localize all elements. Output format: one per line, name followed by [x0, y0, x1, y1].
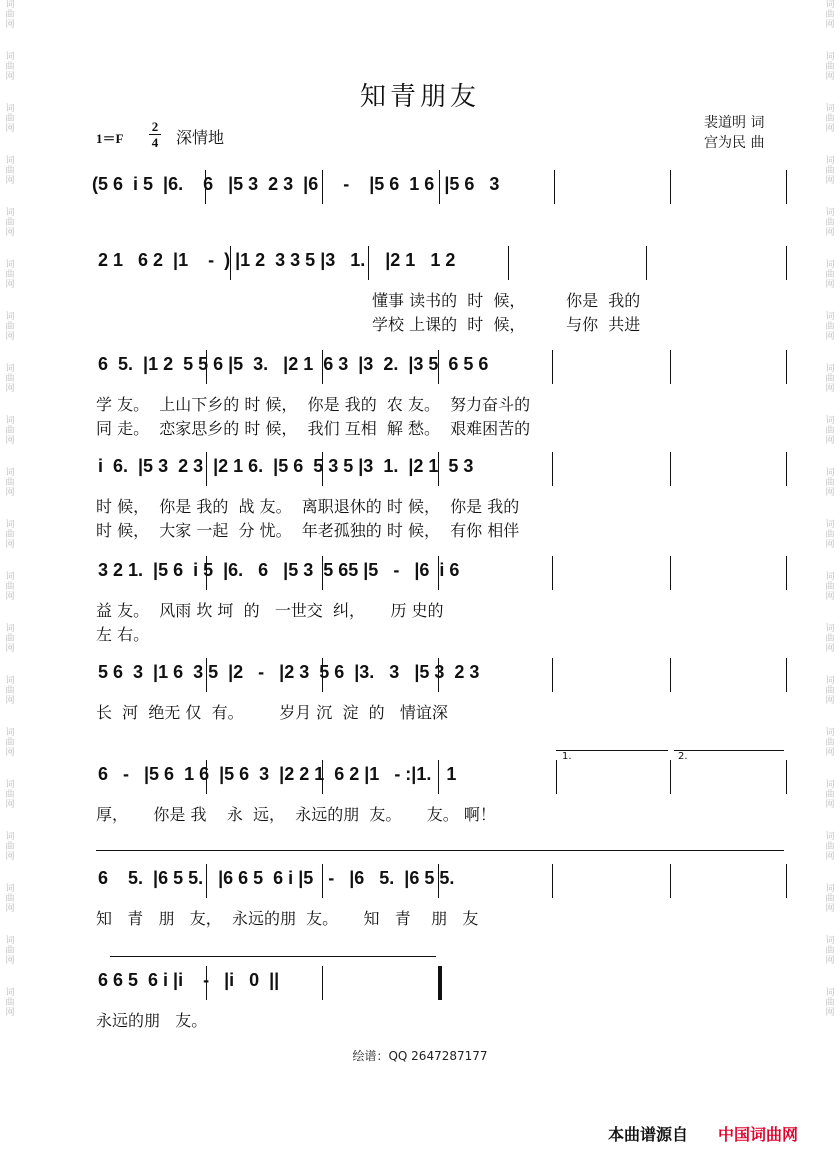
- notation-line: 6 5. |1 2 5 5 6 |5 3. |2 1 6 3 |3 2. |3 5 6 5 6: [98, 354, 489, 374]
- watermark-text: 词曲网: [5, 676, 15, 706]
- composer-credit: 宫为民 曲: [704, 135, 765, 151]
- watermark-text: 词曲网: [5, 208, 15, 238]
- notation-line: 5 6 3 |1 6 3 5 |2 - |2 3 5 6 |3. 3 |5 3 2 3: [98, 662, 480, 682]
- lyric-verse-2: 同 走。 恋家思乡的 时 候， 我们 互相 解 愁。 艰难困苦的: [96, 419, 531, 438]
- time-signature-bottom: 4: [151, 135, 159, 150]
- song-title: 知青朋友: [359, 82, 480, 112]
- lyric-verse-1: 知 青 朋 友， 永远的朋 友。 知 青 朋 友: [96, 909, 479, 928]
- watermark-text: 词曲网: [825, 416, 835, 446]
- lyric-verse-2: 学校 上课的 时 候， 与你 共进: [372, 315, 641, 334]
- watermark-text: 词曲网: [825, 52, 835, 82]
- volta-second: 2.: [678, 751, 688, 762]
- lyric-verse-2: 左 右。: [96, 625, 150, 644]
- lyric-verse-1: 时 候， 你是 我的 战 友。 离职退休的 时 候， 你是 我的: [96, 497, 520, 516]
- watermark-text: 词曲网: [5, 936, 15, 966]
- watermark-text: 词曲网: [5, 572, 15, 602]
- source-site-link[interactable]: 中国词曲网: [718, 1125, 799, 1144]
- divider: [96, 850, 784, 851]
- watermark-text: 词曲网: [5, 728, 15, 758]
- watermark-text: 词曲网: [5, 260, 15, 290]
- watermark-text: 词曲网: [5, 104, 15, 134]
- watermark-text: 词曲网: [825, 780, 835, 810]
- watermark-text: 词曲网: [5, 780, 15, 810]
- watermark-text: 词曲网: [5, 884, 15, 914]
- source-label: 本曲谱源自: [608, 1125, 689, 1144]
- tempo-marking: 深情地: [176, 128, 225, 147]
- watermark-text: 词曲网: [5, 624, 15, 654]
- notation-line: 6 5. |6 5 5. |6 6 5 6 i |5 - |6 5. |6 5 5.: [98, 868, 455, 888]
- notation-line: 2 1 6 2 |1 - ) |1 2 3 3 5 |3 1. |2 1 1 2: [98, 250, 456, 270]
- watermark-text: 词曲网: [825, 468, 835, 498]
- watermark-text: 词曲网: [5, 52, 15, 82]
- time-signature-top: 2: [151, 119, 159, 134]
- watermark-text: 词曲网: [825, 104, 835, 134]
- watermark-text: 词曲网: [825, 260, 835, 290]
- lyric-verse-1: 学 友。 上山下乡的 时 候， 你是 我的 农 友。 努力奋斗的: [96, 395, 531, 414]
- watermark-text: 词曲网: [825, 208, 835, 238]
- notation-line: i 6. |5 3 2 3 |2 1 6. |5 6 5 3 5 |3 1. |2 1 5 3: [98, 456, 474, 476]
- watermark-text: 词曲网: [825, 364, 835, 394]
- watermark-text: 词曲网: [825, 520, 835, 550]
- watermark-text: 词曲网: [825, 312, 835, 342]
- watermark-text: 词曲网: [5, 520, 15, 550]
- watermark-text: 词曲网: [825, 936, 835, 966]
- watermark-text: 词曲网: [825, 988, 835, 1018]
- notation-line: (5 6 i 5 |6. 6 |5 3 2 3 |6 - |5 6 1 6 |5 6 3: [92, 174, 500, 194]
- time-signature: [148, 119, 162, 150]
- watermark-text: 词曲网: [825, 676, 835, 706]
- lyric-verse-1: 厚， 你是 我 永 远， 永远的朋 友。 友。 啊！: [96, 805, 496, 824]
- watermark-text: 词曲网: [825, 0, 835, 30]
- watermark-text: 词曲网: [825, 728, 835, 758]
- watermark-text: 词曲网: [5, 416, 15, 446]
- watermark-text: 词曲网: [5, 468, 15, 498]
- volta-first: 1.: [562, 751, 572, 762]
- watermark-text: 词曲网: [5, 312, 15, 342]
- watermark-text: 词曲网: [825, 156, 835, 186]
- lyric-verse-1: 永远的朋 友。: [96, 1011, 208, 1030]
- watermark-text: 词曲网: [825, 832, 835, 862]
- watermark-text: 词曲网: [5, 832, 15, 862]
- watermark-text: 词曲网: [5, 156, 15, 186]
- watermark-text: 词曲网: [5, 0, 15, 30]
- lyric-verse-2: 时 候， 大家 一起 分 忧。 年老孤独的 时 候， 有你 相伴: [96, 521, 520, 540]
- key-signature: 1＝F: [96, 131, 124, 146]
- lyric-verse-1: 懂事 读书的 时 候， 你是 我的: [372, 291, 641, 310]
- watermark-text: 词曲网: [5, 988, 15, 1018]
- lyric-verse-1: 长 河 绝无 仅 有。 岁月 沉 淀 的 情谊深: [96, 703, 448, 722]
- watermark-text: 词曲网: [825, 884, 835, 914]
- notation-line: 6 - |5 6 1 6 |5 6 3 |2 2 1 6 2 |1 - :|1. 1: [98, 764, 457, 784]
- notation-line: 6 6 5 6 i |i - |i 0 ||: [98, 970, 280, 990]
- watermark-text: 词曲网: [825, 572, 835, 602]
- notation-line: 3 2 1. |5 6 i 5 |6. 6 |5 3 5 65 |5 - |6 i 6: [98, 560, 460, 580]
- drafter-credit: 绘谱：QQ 2647287177: [352, 1049, 488, 1063]
- lyric-verse-1: 益 友。 风雨 坎 坷 的 一世交 纠， 历 史的: [96, 601, 444, 620]
- watermark-text: 词曲网: [5, 364, 15, 394]
- watermark-text: 词曲网: [825, 624, 835, 654]
- lyricist-credit: 裴道明 词: [704, 115, 765, 131]
